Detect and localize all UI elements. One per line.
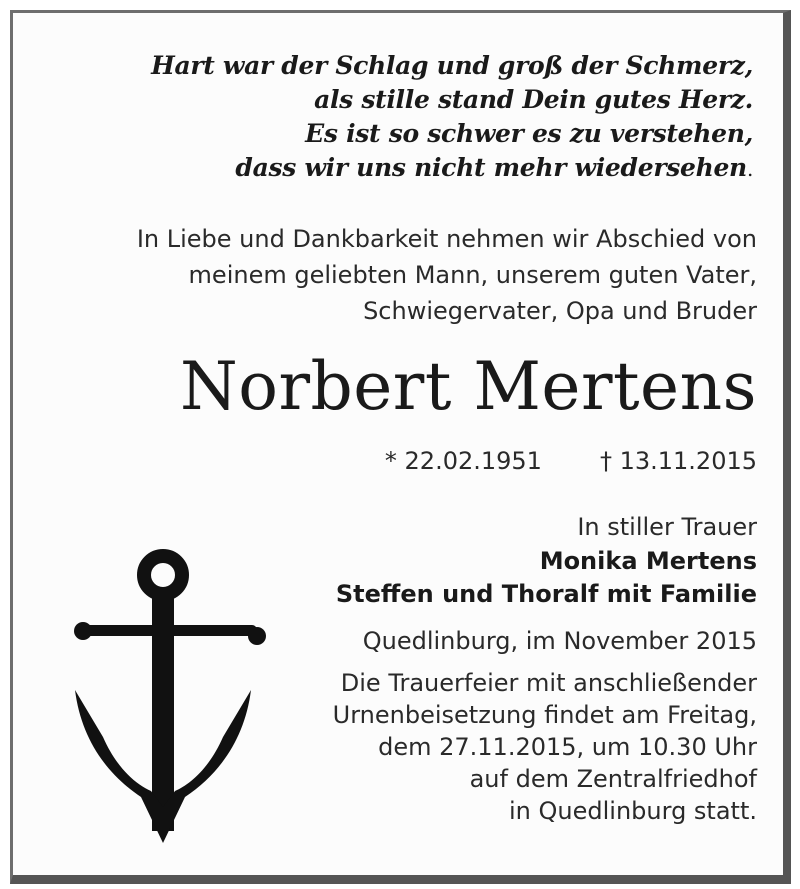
- deceased-name: Norbert Mertens: [179, 348, 757, 425]
- death-date: † 13.11.2015: [599, 447, 757, 475]
- farewell-line: In Liebe und Dankbarkeit nehmen wir Abschied von: [136, 225, 757, 253]
- memorial-poem: [53, 49, 753, 186]
- birth-date: * 22.02.1951: [384, 447, 542, 475]
- funeral-line: Die Trauerfeier mit anschließender: [340, 669, 757, 697]
- poem-line-end: .: [746, 157, 753, 181]
- funeral-info: [197, 667, 757, 827]
- funeral-line: Urnenbeisetzung findet am Freitag,: [332, 701, 757, 729]
- funeral-line: dem 27.11.2015, um 10.30 Uhr: [378, 733, 757, 761]
- poem-line: als stille stand Dein gutes Herz.: [314, 85, 753, 114]
- mourner-name: Monika Mertens: [539, 547, 757, 575]
- mourner-name: Steffen und Thoralf mit Familie: [335, 580, 757, 608]
- farewell-text: [37, 221, 757, 329]
- anchor-icon: [73, 545, 273, 845]
- farewell-line: Schwiegervater, Opa und Bruder: [363, 297, 757, 325]
- life-dates: [157, 443, 757, 479]
- poem-line: Es ist so schwer es zu verstehen,: [305, 119, 753, 148]
- funeral-line: auf dem Zentralfriedhof: [469, 765, 757, 793]
- farewell-line: meinem geliebten Mann, unserem guten Vater,: [188, 261, 757, 289]
- poem-line: [53, 151, 753, 186]
- mourning-lead: In stiller Trauer: [577, 513, 757, 541]
- place-date: Quedlinburg, im November 2015: [362, 627, 757, 655]
- obituary-frame: [10, 10, 791, 884]
- poem-line-text: dass wir uns nicht mehr wiedersehen: [235, 153, 747, 182]
- funeral-line: in Quedlinburg statt.: [509, 797, 757, 825]
- mourners-block: [197, 509, 757, 827]
- poem-line: Hart war der Schlag und groß der Schmerz,: [151, 51, 753, 80]
